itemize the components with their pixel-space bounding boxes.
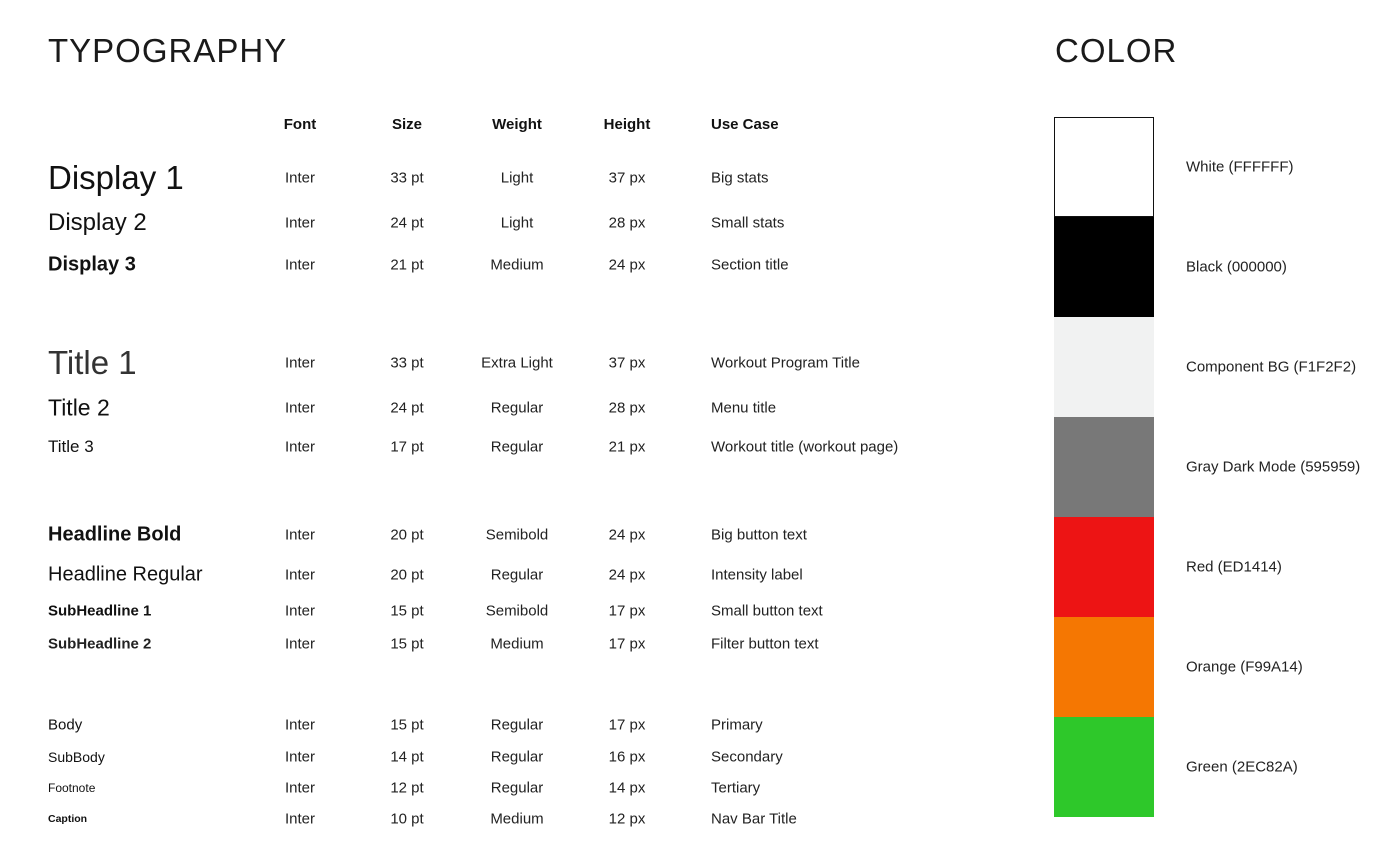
type-style-name: Footnote [48, 781, 96, 795]
type-line-height: 37 px [608, 354, 646, 372]
color-swatch-label: Component BG (F1F2F2) [1186, 358, 1357, 376]
type-line-height: 24 px [608, 566, 646, 584]
type-size: 33 pt [390, 169, 424, 187]
type-use-case: Nav Bar Title [711, 810, 797, 828]
type-style-name: SubBody [48, 749, 105, 765]
color-swatch [1054, 417, 1154, 517]
type-style-name: Body [48, 716, 83, 734]
type-use-case: Small button text [711, 602, 823, 620]
type-line-height: 28 px [608, 214, 646, 232]
type-size: 20 pt [390, 566, 424, 584]
type-size: 20 pt [390, 526, 424, 544]
type-font: Inter [284, 256, 315, 274]
type-weight: Regular [490, 438, 544, 456]
type-font: Inter [284, 169, 315, 187]
type-weight: Regular [490, 748, 544, 766]
type-style-name: Display 3 [48, 253, 136, 276]
type-weight: Semibold [485, 602, 549, 620]
type-line-height: 17 px [608, 602, 646, 620]
color-swatch-label: Orange (F99A14) [1186, 658, 1303, 676]
type-line-height: 16 px [608, 748, 646, 766]
type-font: Inter [284, 635, 315, 653]
type-size: 15 pt [390, 602, 424, 620]
color-swatch [1054, 517, 1154, 617]
type-line-height: 24 px [608, 256, 646, 274]
color-swatch [1054, 617, 1154, 717]
type-weight: Extra Light [481, 354, 553, 372]
header-height: Height [603, 116, 651, 133]
type-font: Inter [284, 748, 315, 766]
type-font: Inter [284, 526, 315, 544]
type-use-case: Big stats [711, 169, 769, 187]
type-use-case: Small stats [711, 214, 785, 232]
color-swatch [1054, 117, 1154, 217]
color-swatch-label: White (FFFFFF) [1186, 158, 1294, 176]
type-line-height: 37 px [608, 169, 646, 187]
type-size: 24 pt [390, 214, 424, 232]
type-font: Inter [284, 214, 315, 232]
type-size: 15 pt [390, 635, 424, 653]
type-line-height: 17 px [608, 635, 646, 653]
type-line-height: 14 px [608, 779, 646, 797]
type-use-case: Secondary [711, 748, 783, 766]
type-size: 12 pt [390, 779, 424, 797]
type-size: 10 pt [390, 810, 424, 828]
type-line-height: 21 px [608, 438, 646, 456]
type-weight: Light [500, 169, 534, 187]
type-line-height: 24 px [608, 526, 646, 544]
typography-section-title: TYPOGRAPHY [48, 32, 288, 69]
type-use-case: Primary [711, 716, 763, 734]
type-size: 17 pt [390, 438, 424, 456]
type-size: 21 pt [390, 256, 424, 274]
type-use-case: Tertiary [711, 779, 761, 797]
type-size: 33 pt [390, 354, 424, 372]
type-style-name: Title 2 [48, 394, 110, 421]
type-line-height: 12 px [608, 810, 646, 828]
color-swatch [1054, 717, 1154, 817]
color-swatch [1054, 217, 1154, 317]
type-use-case: Intensity label [711, 566, 803, 584]
header-font: Font [283, 116, 317, 133]
type-use-case: Workout title (workout page) [711, 438, 899, 456]
color-swatch-label: Green (2EC82A) [1186, 758, 1298, 776]
type-line-height: 17 px [608, 716, 646, 734]
type-size: 24 pt [390, 399, 424, 417]
type-style-name: Display 2 [48, 209, 147, 236]
header-use-case: Use Case [711, 116, 779, 133]
typography-table-header [0, 116, 1400, 136]
type-weight: Light [500, 214, 534, 232]
type-weight: Medium [490, 256, 544, 274]
type-weight: Regular [490, 399, 544, 417]
color-swatch-label: Red (ED1414) [1186, 558, 1282, 576]
type-weight: Semibold [485, 526, 549, 544]
type-use-case: Big button text [711, 526, 807, 544]
type-style-name: Caption [48, 813, 88, 825]
type-weight: Regular [490, 716, 544, 734]
type-use-case: Workout Program Title [711, 354, 860, 372]
type-weight: Regular [490, 779, 544, 797]
type-size: 14 pt [390, 748, 424, 766]
type-use-case: Menu title [711, 399, 777, 417]
type-weight: Medium [490, 810, 544, 828]
type-use-case: Section title [711, 256, 789, 274]
type-font: Inter [284, 566, 315, 584]
type-style-name: Headline Regular [48, 563, 203, 586]
type-font: Inter [284, 779, 315, 797]
type-style-name: Title 3 [48, 437, 94, 456]
type-font: Inter [284, 716, 315, 734]
type-font: Inter [284, 438, 315, 456]
color-swatch-label: Gray Dark Mode (595959) [1186, 458, 1361, 476]
type-style-name: SubHeadline 1 [48, 602, 152, 620]
header-size: Size [391, 116, 422, 133]
type-size: 15 pt [390, 716, 424, 734]
color-swatch [1054, 317, 1154, 417]
type-weight: Medium [490, 635, 544, 653]
color-section-title: COLOR [1055, 32, 1178, 69]
type-style-name: SubHeadline 2 [48, 635, 152, 653]
type-use-case: Filter button text [711, 635, 819, 653]
type-font: Inter [284, 399, 315, 417]
type-style-name: Title 1 [48, 344, 137, 381]
type-style-name: Display 1 [48, 159, 184, 196]
header-weight: Weight [492, 116, 542, 133]
type-line-height: 28 px [608, 399, 646, 417]
type-weight: Regular [490, 566, 544, 584]
type-font: Inter [284, 354, 315, 372]
type-font: Inter [284, 602, 315, 620]
type-style-name: Headline Bold [48, 523, 182, 546]
color-swatch-label: Black (000000) [1186, 258, 1287, 276]
type-font: Inter [284, 810, 315, 828]
